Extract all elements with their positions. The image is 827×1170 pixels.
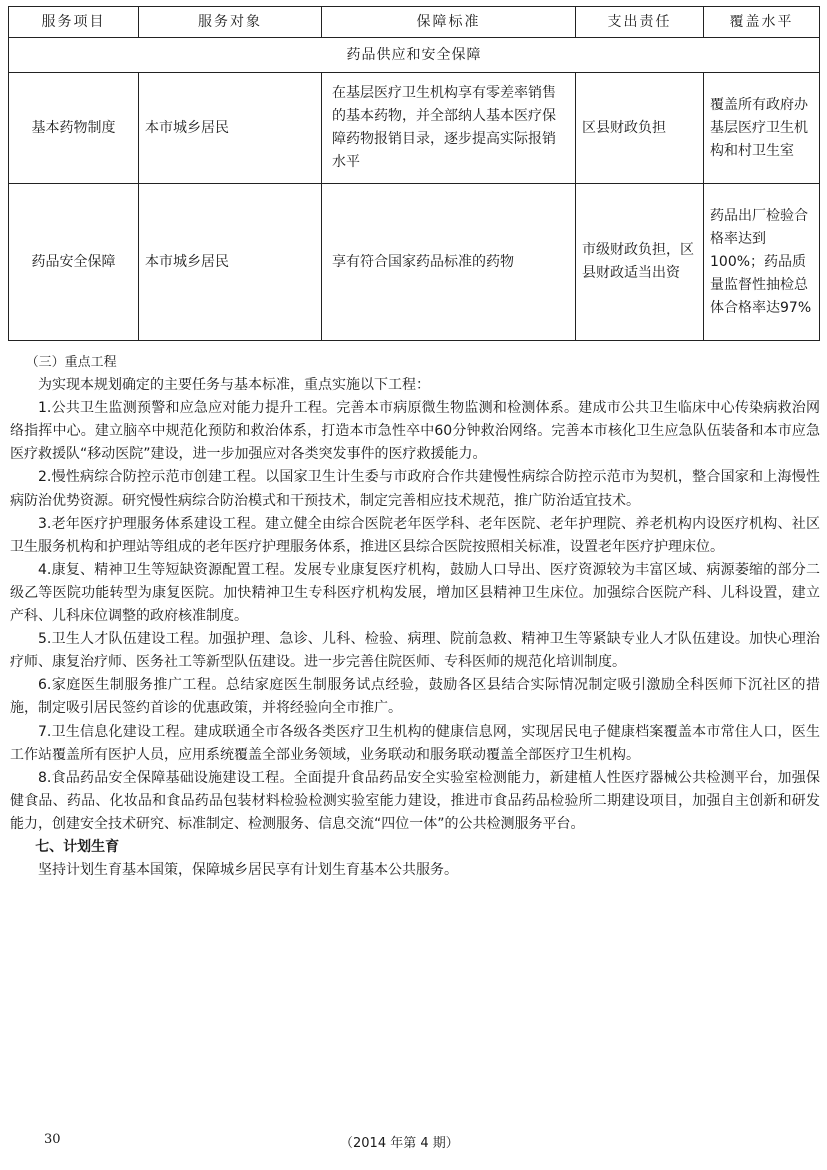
table-row [9, 73, 820, 184]
header-service-target: 服务对象 [139, 7, 322, 38]
subheading-key-projects: （三）重点工程 [25, 355, 117, 370]
table-header-row [9, 7, 820, 38]
issue-label: （2014 年第 4 期） [340, 1136, 459, 1151]
project-paragraph: 4.康复、精神卫生等短缺资源配置工程。发展专业康复医疗机构，鼓励人口导出、医疗资源较为丰富区域、病源萎缩的部分二级乙等医院功能转型为康复医院。加快精神卫生专科医疗机构发展，增加区县精神卫生床位。加强综合医院产科、儿科设置，建立产科、儿科床位调整的政府核准制度。 [10, 561, 820, 625]
project-paragraph: 7.卫生信息化建设工程。建成联通全市各级各类医疗卫生机构的健康信息网，实现居民电子健康档案覆盖本市常住人口，医生工作站覆盖所有医护人员，应用系统覆盖全部业务领域，业务联动和服务联动覆盖全部医疗卫生机构。 [10, 723, 820, 763]
header-expenditure-responsibility: 支出责任 [576, 7, 704, 38]
cell-coverage-level: 药品出厂检验合格率达到100%；药品质量监督性抽检总体合格率达97% [704, 184, 820, 341]
header-service-item: 服务项目 [9, 7, 139, 38]
project-paragraph: 5.卫生人才队伍建设工程。加强护理、急诊、儿科、检验、病理、院前急救、精神卫生等紧缺专业人才队伍建设。加快心理治疗师、康复治疗师、医务社工等新型队伍建设。进一步完善住院医师、专科医师的规范化培训制度。 [10, 631, 820, 671]
cell-service-item: 基本药物制度 [9, 73, 139, 184]
body-text [10, 351, 820, 882]
section-heading-family-planning: 七、计划生育 [35, 838, 120, 855]
project-paragraph: 6.家庭医生制服务推广工程。总结家庭医生制服务试点经验，鼓励各区县结合实际情况制定吸引激励全科医师下沉社区的措施，制定吸引居民签约首诊的优惠政策，并将经验向全市推广。 [10, 677, 820, 717]
cell-service-item: 药品安全保障 [9, 184, 139, 341]
intro-paragraph: 为实现本规划确定的主要任务与基本标准，重点实施以下工程： [38, 377, 430, 394]
page-number: 30 [44, 1132, 61, 1147]
project-paragraph: 3.老年医疗护理服务体系建设工程。建立健全由综合医院老年医学科、老年医院、老年护理院、养老机构内设医疗机构、社区卫生服务机构和护理站等组成的老年医疗护理服务体系，推进区县综合医院按照相关标准，设置老年医疗护理床位。 [10, 515, 820, 555]
project-paragraph: 8.食品药品安全保障基础设施建设工程。全面提升食品药品安全实验室检测能力，新建植人性医疗器械公共检测平台，加强保健食品、药品、化妆品和食品药品包装材料检验检测实验室能力建设，推进市食品药品检验所二期建设项目，加强自主创新和研发能力，创建安全技术研究、标准制定、检测服务、信息交流“四位一体”的公共检测服务平台。 [10, 769, 820, 832]
cell-service-target: 本市城乡居民 [139, 184, 322, 341]
project-paragraph: 1.公共卫生监测预警和应急应对能力提升工程。完善本市病原微生物监测和检测体系。建成市公共卫生临床中心传染病救治网络指挥中心。建立脑卒中规范化预防和救治体系，打造本市急性卒中60分钟救治网络。完善本市核化卫生应急队伍装备和本市应急医疗救援队“移动医院”建设，进一步加强应对各类突发事件的医疗救援能力。 [10, 400, 820, 463]
cell-guarantee-standard: 在基层医疗卫生机构享有零差率销售的基本药物，并全部纳人基本医疗保障药物报销目录，逐步提高实际报销水平 [322, 73, 576, 184]
cell-expenditure-responsibility: 市级财政负担，区县财政适当出资 [576, 184, 704, 341]
cell-service-target: 本市城乡居民 [139, 73, 322, 184]
cell-guarantee-standard: 享有符合国家药品标准的药物 [322, 184, 576, 341]
header-guarantee-standard: 保障标准 [322, 7, 576, 38]
cell-coverage-level: 覆盖所有政府办基层医疗卫生机构和村卫生室 [704, 73, 820, 184]
section-title: 药品供应和安全保障 [9, 38, 820, 73]
table-row [9, 184, 820, 341]
cell-expenditure-responsibility: 区县财政负担 [576, 73, 704, 184]
header-coverage-level: 覆盖水平 [704, 7, 820, 38]
project-paragraph: 2.慢性病综合防控示范市创建工程。以国家卫生计生委与市政府合作共建慢性病综合防控示范市为契机，整合国家和上海慢性病防治优势资源。研究慢性病综合防治模式和干预技术，制定完善相应技术规范，推广防治适宜技术。 [10, 469, 820, 509]
table-section-row [9, 38, 820, 73]
service-standard-table [8, 6, 820, 341]
closing-paragraph: 坚持计划生育基本国策，保障城乡居民享有计划生育基本公共服务。 [38, 862, 458, 879]
